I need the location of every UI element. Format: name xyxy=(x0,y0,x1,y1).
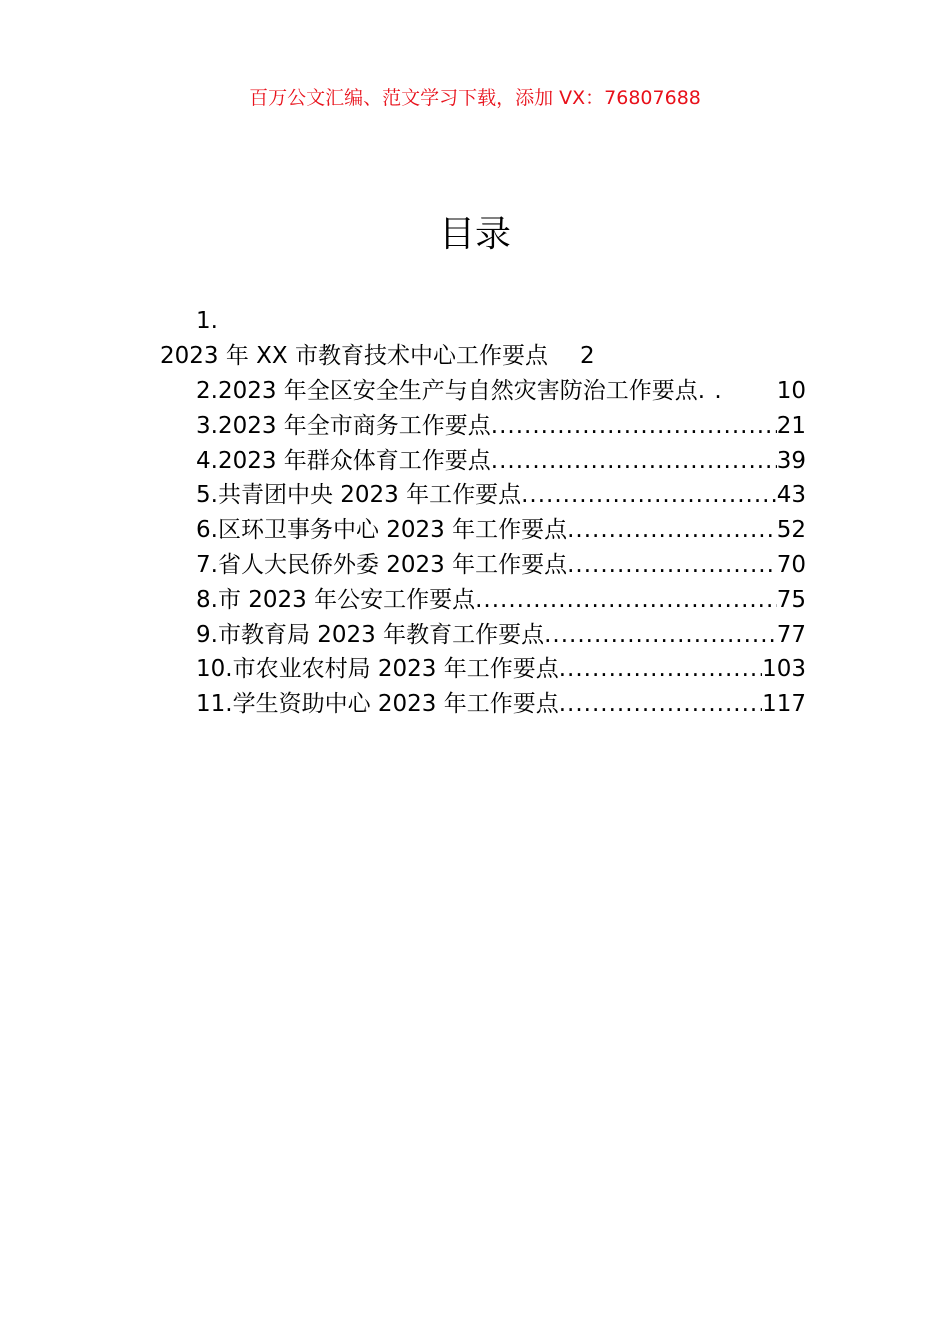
toc-entry-page: 39 xyxy=(776,447,806,474)
toc-entry-1[interactable] xyxy=(160,338,806,374)
toc-entry-page: 77 xyxy=(776,621,806,648)
toc-entry-text: 3.2023 年全市商务工作要点 xyxy=(196,412,491,439)
toc-entry-1-text: 2023 年 XX 市教育技术中心工作要点 xyxy=(160,343,548,369)
toc-entry-10[interactable] xyxy=(160,652,806,687)
toc-leader-dots xyxy=(491,444,777,479)
toc-entry-7[interactable] xyxy=(160,548,806,583)
toc-entry-text: 11.学生资助中心 2023 年工作要点 xyxy=(196,691,559,718)
toc-entry-page: 75 xyxy=(776,586,806,613)
toc-leader-dots xyxy=(491,409,777,444)
toc-entry-9[interactable] xyxy=(160,618,806,653)
toc-entry-1-page: 2 xyxy=(579,343,595,369)
toc-entry-8[interactable] xyxy=(160,583,806,618)
toc-leader-dots xyxy=(559,652,762,687)
toc-entry-text: 6.区环卫事务中心 2023 年工作要点 xyxy=(196,517,568,544)
toc-entry-text: 4.2023 年群众体育工作要点 xyxy=(196,447,491,474)
toc-entry-text: 5.共青团中央 2023 年工作要点 xyxy=(196,482,522,509)
toc-entry-page: 52 xyxy=(776,517,806,544)
toc-entry-text: 9.市教育局 2023 年教育工作要点 xyxy=(196,621,545,648)
toc-leader-dots xyxy=(475,583,777,618)
toc-entry-text: 7.省人大民侨外委 2023 年工作要点 xyxy=(196,551,568,578)
table-of-contents xyxy=(160,304,806,722)
toc-entry-text: 2.2023 年全区安全生产与自然灾害防治工作要点 xyxy=(196,378,698,404)
page-title: 目录 xyxy=(438,214,511,255)
toc-entry-page: 21 xyxy=(776,412,806,439)
toc-entry-text: 10.市农业农村局 2023 年工作要点 xyxy=(196,656,559,683)
toc-leader-dots xyxy=(567,548,777,583)
toc-leader-dots xyxy=(521,478,777,513)
header-watermark-text: 百万公文汇编、范文学习下载，添加 VX：76807688 xyxy=(249,87,701,109)
toc-entry-3[interactable] xyxy=(160,409,806,444)
toc-leader-dots xyxy=(698,374,777,409)
toc-entry-page: 103 xyxy=(762,656,806,683)
toc-entry-page: 10 xyxy=(776,378,806,404)
toc-entry-2[interactable] xyxy=(160,374,806,409)
toc-entry-page: 70 xyxy=(776,551,806,578)
toc-entry-5[interactable] xyxy=(160,478,806,513)
toc-entry-11[interactable] xyxy=(160,687,806,722)
toc-entry-text: 8.市 2023 年公安工作要点 xyxy=(196,586,476,613)
toc-entry-4[interactable] xyxy=(160,444,806,479)
toc-entry-1-number: 1. xyxy=(196,308,218,334)
toc-entry-page: 117 xyxy=(762,691,806,718)
toc-entry-6[interactable] xyxy=(160,513,806,548)
toc-entry-page: 43 xyxy=(776,482,806,509)
toc-leader-dots xyxy=(544,618,777,653)
toc-leader-dots xyxy=(559,687,762,722)
toc-leader-dots xyxy=(567,513,777,548)
